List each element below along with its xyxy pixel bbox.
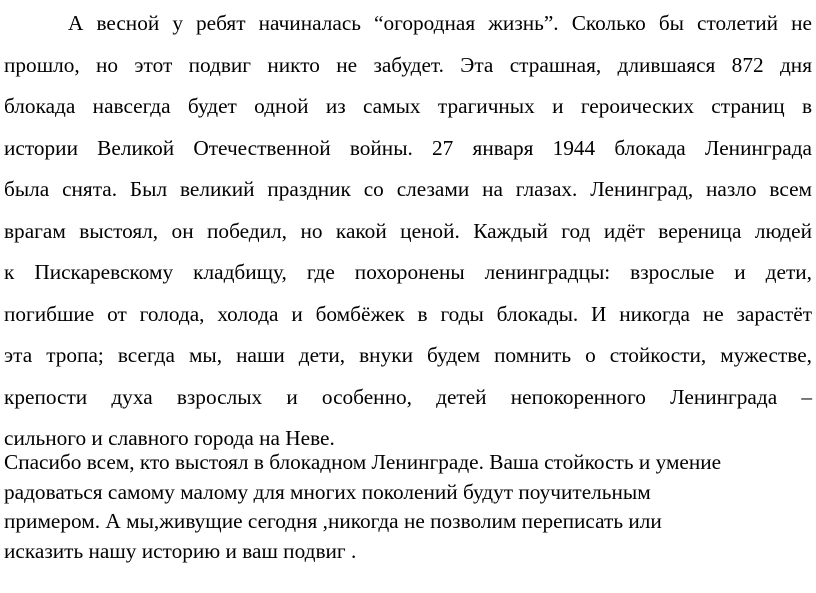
paragraph-1-line-4: истории Великой Отечественной войны. 27 января 1944 блокада Ленинграда — [4, 135, 812, 160]
paragraph-1-line-9: эта тропа; всегда мы, наши дети, внуки будем помнить о стойкости, мужестве, — [4, 343, 812, 367]
paragraph-1-line-11: сильного и славного города на Неве. — [4, 426, 335, 450]
paragraph-1-line-6: врагам выстоял, он победил, но какой ценой. Каждый год идёт вереница людей — [4, 218, 812, 243]
paragraph-1-line-5: была снята. Был великий праздник со слезами на глазах. Ленинград, назло всем — [4, 177, 812, 201]
paragraph-1-line-7: к Пискаревскому кладбищу, где похоронены ленинградцы: взрослые и дети, — [4, 260, 812, 284]
paragraph-1-line-2: прошло, но этот подвиг никто не забудет. Эта страшная, длившаяся 872 дня — [4, 52, 812, 77]
paragraph-2 — [4, 448, 812, 566]
paragraph-1-line-8: погибшие от голода, холода и бомбёжек в годы блокады. И никогда не зарастёт — [4, 301, 812, 326]
paragraph-1-line-10: крепости духа взрослых и особенно, детей непокоренного Ленинграда – — [4, 384, 812, 409]
paragraph-2-line-1: Спасибо всем, кто выстоял в блокадном Ленинграде. Ваша стойкость и умение — [4, 450, 722, 474]
paragraph-2-line-2: радоваться самому малому для многих поколений будут поучительным — [4, 479, 651, 504]
paragraph-1 — [4, 3, 812, 460]
paragraph-2-line-4: исказить нашу историю и ваш подвиг . — [4, 538, 357, 563]
paragraph-1-line-1: А весной у ребят начиналась “огородная жизнь”. Сколько бы столетий не — [68, 11, 812, 35]
paragraph-1-line-3: блокада навсегда будет одной из самых трагичных и героических страниц в — [4, 94, 812, 118]
paragraph-2-line-3: примером. А мы,живущие сегодня ,никогда не позволим переписать или — [4, 509, 662, 534]
